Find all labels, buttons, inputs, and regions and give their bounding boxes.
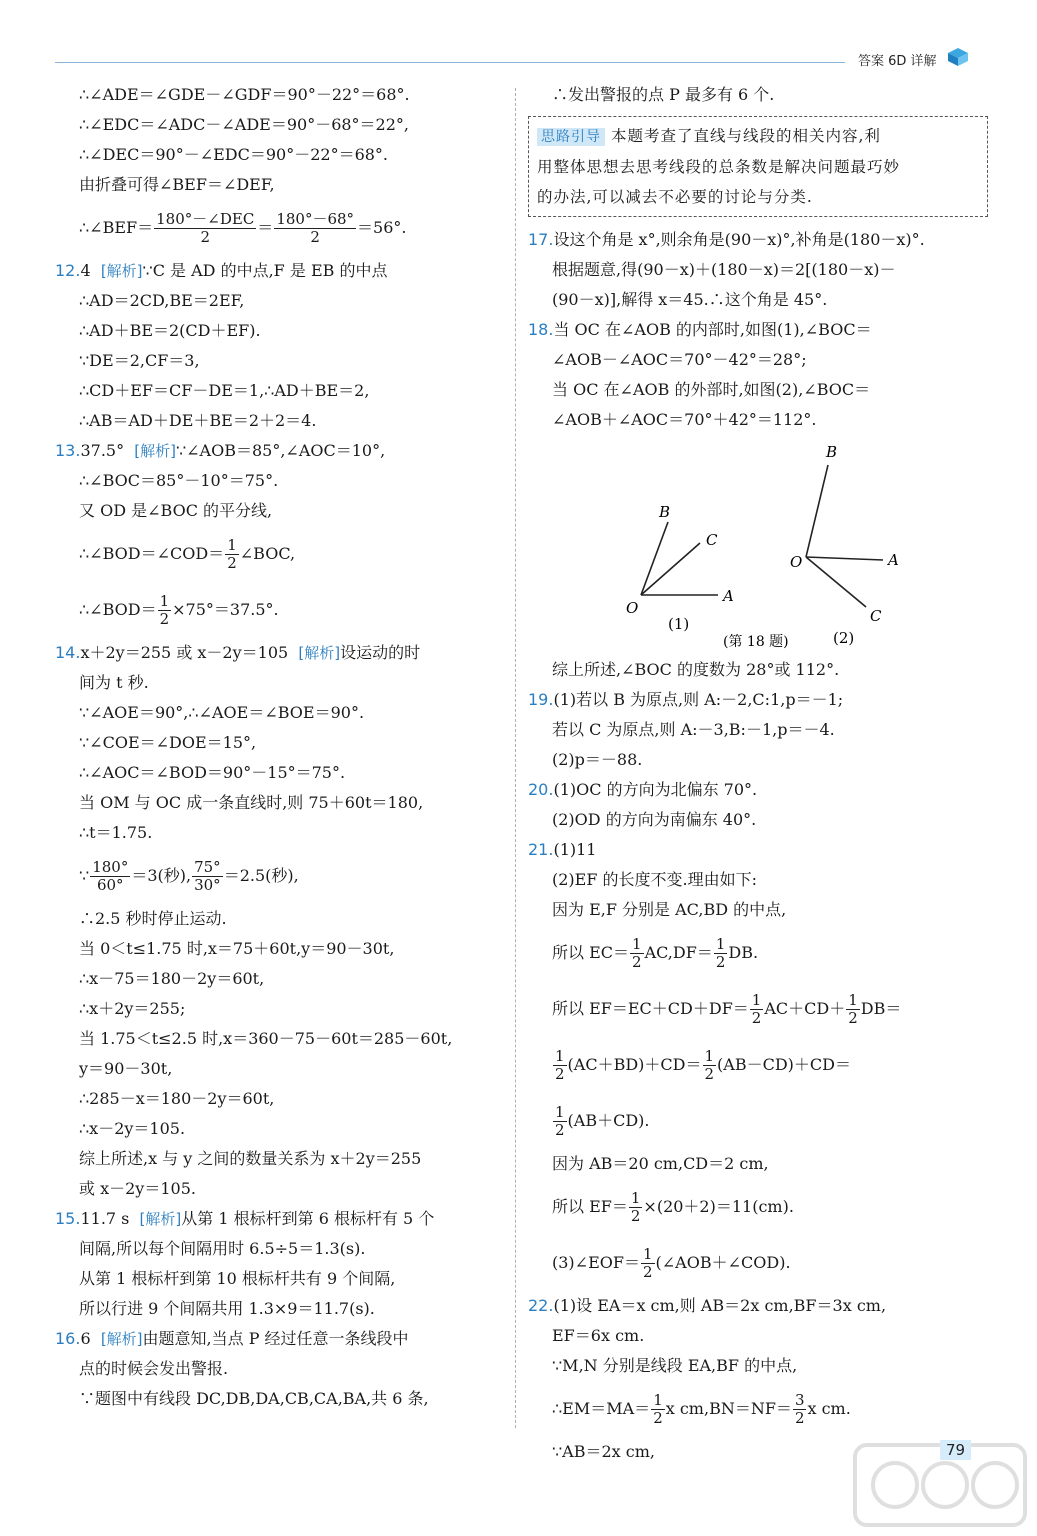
text-line: 当 OC 在∠AOB 的外部时,如图(2),∠BOC＝	[552, 380, 871, 399]
hint-tag: 思路引导	[537, 128, 605, 146]
formula-line: ∴∠BOD＝∠COD＝ $\frac{1}{2}$ ∠BOC,	[79, 536, 296, 572]
fraction: $\frac{\text{180°－∠DEC}}{2}$	[156, 210, 255, 246]
text-line: ∴t＝1.75.	[79, 823, 153, 842]
analysis-tag: [解析]	[134, 442, 176, 460]
formula-line: $\frac{1}{2}$ (AB＋CD).	[555, 1103, 650, 1139]
text-line: ∴2.5 秒时停止运动.	[79, 909, 227, 928]
question-number: 15.	[55, 1209, 81, 1228]
question-number: 16.	[55, 1329, 81, 1348]
fraction: $\frac{180^\circ-68^\circ}{2}$	[276, 210, 355, 246]
text-line: 从第 1 根标杆到第 10 根标杆共有 9 个间隔,	[79, 1269, 396, 1288]
fraction: $\frac{1}{2}$	[630, 1189, 641, 1225]
text-line: ∴∠DEC＝90°－∠EDC＝90°－22°＝68°.	[79, 145, 389, 164]
question-21: 21.(1)11	[528, 835, 988, 865]
question-13: 13.37.5° [解析]∵∠AOB＝85°,∠AOC＝10°,	[55, 436, 505, 466]
angle-diagram	[528, 435, 988, 655]
formula-line: ∴∠BEF＝ $\frac{\text{180°－∠DEC}}{2}$ ＝ $\frac{180^\circ-68^\circ}{2}$ ＝56°.	[79, 210, 407, 246]
hint-box: 思路引导 本题考查了直线与线段的相关内容,利 用整体思想去思考线段的总条数是解决问题最巧妙 的办法,可以减去不必要的讨论与分类.	[528, 116, 988, 217]
text-line: ∵DE＝2,CF＝3,	[79, 351, 200, 370]
fraction: $\frac{1}{2}$	[848, 991, 858, 1027]
label-o-1: O	[626, 599, 639, 617]
fraction: $\frac{1}{2}$	[159, 592, 170, 628]
text-line: 或 x－2y＝105.	[79, 1179, 196, 1198]
text-line: ∵题图中有线段 DC,DB,DA,CB,CA,BA,共 6 条,	[79, 1389, 429, 1408]
column-divider	[515, 88, 516, 1428]
formula-line: ∴∠BOD＝ $\frac{1}{2}$ ×75°＝37.5°.	[79, 592, 279, 628]
question-number: 14.	[55, 643, 81, 662]
analysis-tag: [解析]	[298, 644, 341, 662]
fraction: $\frac{1}{2}$	[751, 991, 762, 1027]
question-22: 22.(1)设 EA＝x cm,则 AB＝2x cm,BF＝3x cm,	[528, 1291, 988, 1321]
text-line: (2)EF 的长度不变.理由如下:	[552, 870, 758, 889]
text-line: 综上所述,x 与 y 之间的数量关系为 x＋2y＝255	[79, 1149, 422, 1168]
caption-2: (2)	[833, 629, 855, 647]
fraction: $\frac{1}{2}$	[632, 935, 642, 971]
text-line: ∵AB＝2x cm,	[552, 1442, 656, 1461]
fraction: $\frac{1}{2}$	[704, 1047, 715, 1083]
question-20: 20.(1)OC 的方向为北偏东 70°.	[528, 775, 988, 805]
text-line: 综上所述,∠BOC 的度数为 28°或 112°.	[552, 660, 840, 679]
question-14: 14.x＋2y＝255 或 x－2y＝105 [解析]设运动的时	[55, 638, 505, 668]
text-line: (2)OD 的方向为南偏东 40°.	[552, 810, 757, 829]
text-line: 又 OD 是∠BOC 的平分线,	[79, 501, 273, 520]
left-column	[55, 80, 505, 1414]
text-line: ∴∠EDC＝∠ADC－∠ADE＝90°－68°＝22°,	[79, 115, 410, 134]
question-18: 18.当 OC 在∠AOB 的内部时,如图(1),∠BOC＝	[528, 315, 988, 345]
text-line: 当 1.75＜t≤2.5 时,x＝360－75－60t＝285－60t,	[79, 1029, 453, 1048]
formula-line: (3)∠EOF＝ $\frac{1}{2}$ (∠AOB＋∠COD).	[552, 1245, 791, 1281]
text-line: ∴x－75＝180－2y＝60t,	[79, 969, 265, 988]
text-line: 根据题意,得(90－x)＋(180－x)＝2[(180－x)－	[552, 260, 896, 279]
text-line: ∴AD＋BE＝2(CD＋EF).	[79, 321, 261, 340]
analysis-tag: [解析]	[100, 1330, 143, 1348]
label-a-1: A	[723, 587, 734, 605]
formula-line: 所以 EF＝EC＋CD＋DF＝ $\frac{1}{2}$ AC＋CD＋ $\frac{1}{2}$ DB＝	[552, 991, 902, 1027]
question-number: 19.	[528, 690, 554, 709]
text-line: ∴发出警报的点 P 最多有 6 个.	[552, 85, 775, 104]
figure-18	[528, 435, 988, 655]
fraction: $\frac{1}{2}$	[555, 1047, 565, 1083]
label-c-2: C	[870, 607, 882, 625]
label-c-1: C	[706, 531, 718, 549]
text-line: 当 OM 与 OC 成一条直线时,则 75＋60t＝180,	[79, 793, 424, 812]
question-number: 20.	[528, 780, 554, 799]
analysis-tag: [解析]	[139, 1210, 182, 1228]
text-line: 间隔,所以每个间隔用时 6.5÷5＝1.3(s).	[79, 1239, 366, 1258]
fraction: $\frac{1}{2}$	[715, 935, 726, 971]
label-b-2: B	[826, 443, 838, 461]
fraction: $\frac{1}{2}$	[653, 1391, 663, 1427]
label-a-2: A	[888, 551, 899, 569]
text-line: 所以行进 9 个间隔共用 1.3×9＝11.7(s).	[79, 1299, 375, 1318]
right-column	[528, 80, 988, 1467]
header-title: 答案 6D 详解	[858, 54, 937, 69]
ray-ob-2	[806, 465, 828, 557]
page-number: 79	[940, 1440, 971, 1460]
label-b-1: B	[659, 503, 671, 521]
text-line: ∠AOB＋∠AOC＝70°＋42°＝112°.	[552, 410, 817, 429]
formula-line: $\frac{1}{2}$ (AC＋BD)＋CD＝ $\frac{1}{2}$ (AB－CD)＋CD＝	[555, 1047, 851, 1083]
header-rule	[55, 62, 845, 63]
question-number: 22.	[528, 1296, 554, 1315]
text-line: 由折叠可得∠BEF＝∠DEF,	[79, 175, 275, 194]
text-line: 因为 E,F 分别是 AC,BD 的中点,	[552, 900, 787, 919]
text-line: ∴AD＝2CD,BE＝2EF,	[79, 291, 245, 310]
question-number: 17.	[528, 230, 554, 249]
fraction: $\frac{1}{2}$	[642, 1245, 653, 1281]
text-line: ∴∠ADE＝∠GDE－∠GDF＝90°－22°＝68°.	[79, 85, 410, 104]
caption-1: (1)	[668, 615, 690, 633]
formula-line: 所以 EC＝ $\frac{1}{2}$ AC,DF＝ $\frac{1}{2}$ DB.	[552, 935, 759, 971]
question-15: 15.11.7 s [解析]从第 1 根标杆到第 6 根标杆有 5 个	[55, 1204, 505, 1234]
text-line: 因为 AB＝20 cm,CD＝2 cm,	[552, 1154, 769, 1173]
text-line: ∴∠BOC＝85°－10°＝75°.	[79, 471, 279, 490]
text-line: ∵M,N 分别是线段 EA,BF 的中点,	[552, 1356, 798, 1375]
fraction: $\frac{3}{2}$	[794, 1391, 805, 1427]
text-line: ∴x＋2y＝255;	[79, 999, 186, 1018]
text-line: y＝90－30t,	[79, 1059, 173, 1078]
formula-line: 所以 EF＝ $\frac{1}{2}$ ×(20＋2)＝11(cm).	[552, 1189, 794, 1225]
formula-line: ∵ $\frac{180^\circ}{60^\circ}$ ＝3(秒), $\frac{75^\circ}{30^\circ}$ ＝2.5(秒),	[79, 858, 299, 894]
text-line: 当 0＜t≤1.75 时,x＝75＋60t,y＝90－30t,	[79, 939, 395, 958]
question-16: 16.6 [解析]由题意知,当点 P 经过任意一条线段中	[55, 1324, 505, 1354]
question-number: 13.	[55, 441, 81, 460]
text-line: (2)p＝－88.	[552, 750, 643, 769]
ray-oc-2	[806, 557, 866, 607]
cube-logo-icon	[944, 46, 972, 68]
figure-caption: (第 18 题)	[723, 634, 789, 650]
label-o-2: O	[790, 553, 803, 571]
ray-oa-2	[806, 557, 883, 560]
text-line: ∴∠AOC＝∠BOD＝90°－15°＝75°.	[79, 763, 346, 782]
text-line: ∵∠AOE＝90°,∴∠AOE＝∠BOE＝90°.	[79, 703, 365, 722]
text-line: ∴x－2y＝105.	[79, 1119, 186, 1138]
question-number: 21.	[528, 840, 554, 859]
fraction: $\frac{180^\circ}{60^\circ}$	[92, 858, 129, 894]
question-number: 18.	[528, 320, 554, 339]
formula-line: ∴EM＝MA＝ $\frac{1}{2}$ x cm,BN＝NF＝ $\frac{3}{2}$ x cm.	[552, 1391, 851, 1427]
question-12: 12.4 [解析]∵C 是 AD 的中点,F 是 EB 的中点	[55, 256, 505, 286]
fraction: $\frac{1}{2}$	[555, 1103, 565, 1139]
fraction: $\frac{1}{2}$	[227, 536, 237, 572]
text-line: ∵∠COE＝∠DOE＝15°,	[79, 733, 257, 752]
text-line: EF＝6x cm.	[552, 1326, 645, 1345]
text-line: ∴CD＋EF＝CF－DE＝1,∴AD＋BE＝2,	[79, 381, 370, 400]
fraction: $\frac{75^\circ}{30^\circ}$	[194, 858, 221, 894]
text-line: ∠AOB－∠AOC＝70°－42°＝28°;	[552, 350, 807, 369]
text-line: ∴285－x＝180－2y＝60t,	[79, 1089, 275, 1108]
analysis-tag: [解析]	[100, 262, 143, 280]
question-19: 19.(1)若以 B 为原点,则 A:－2,C:1,p＝－1;	[528, 685, 988, 715]
question-number: 12.	[55, 261, 81, 280]
question-17: 17.设这个角是 x°,则余角是(90－x)°,补角是(180－x)°.	[528, 225, 988, 255]
text-line: 间为 t 秒.	[79, 673, 149, 692]
text-line: ∴AB＝AD＋DE＋BE＝2＋2＝4.	[79, 411, 317, 430]
text-line: (90－x)],解得 x＝45.∴这个角是 45°.	[552, 290, 828, 309]
text-line: 点的时候会发出警报.	[79, 1359, 229, 1378]
text-line: 若以 C 为原点,则 A:－3,B:－1,p＝－4.	[552, 720, 835, 739]
